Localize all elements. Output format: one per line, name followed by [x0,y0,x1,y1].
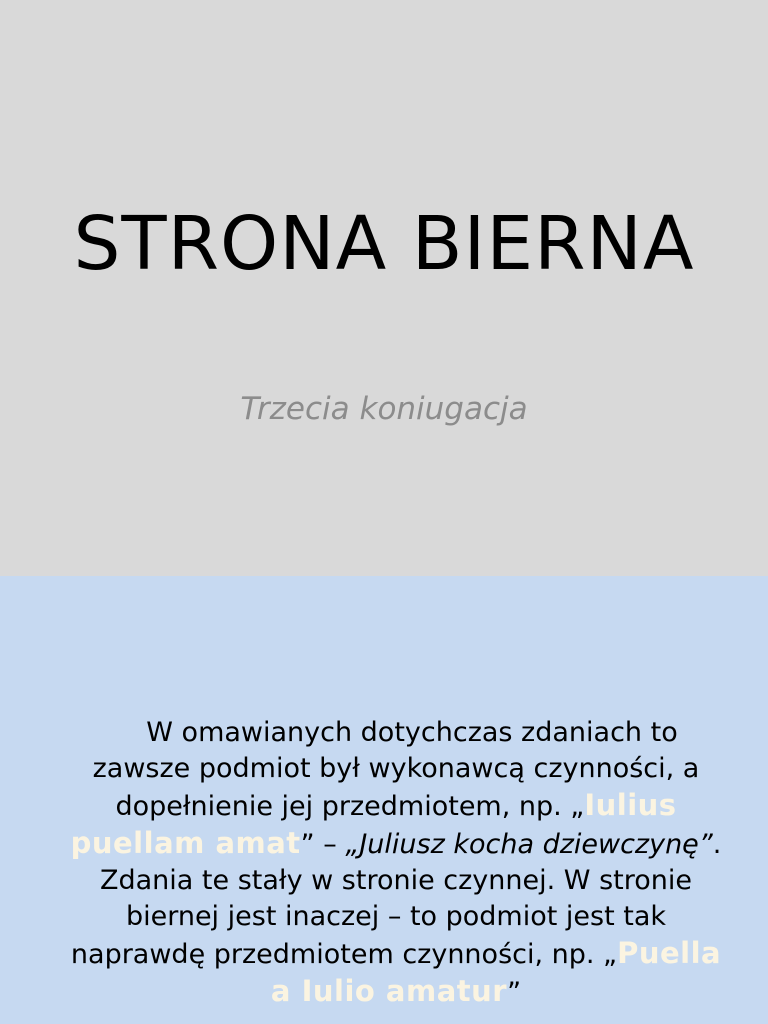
slide-subtitle: Trzecia koniugacja [240,391,528,427]
body-text-part-3: . Zdania te stały w stronie czynnej. W stronie biernej jest inaczej – to podmiot jest tak naprawdę przedmiotem czynności, np. „ [70,829,722,970]
latin-example-2: Puella a Iulio amatur [270,936,722,1008]
body-text-part-2: ” – [300,829,346,860]
content-slide [0,576,768,1024]
body-paragraph [64,715,728,1011]
polish-translation-1: „Juliusz kocha dziewczynę” [345,829,713,860]
body-text-part-1: W omawianych dotychczas zdaniach to zawsze podmiot był wykonawcą czynności, a dopełnienie jej przedmiotem, np. „ [92,717,700,822]
latin-example-1: Iulius puellam amat [70,788,677,860]
slide-title: STRONA BIERNA [73,201,695,287]
body-text-part-4: ” [507,977,522,1008]
